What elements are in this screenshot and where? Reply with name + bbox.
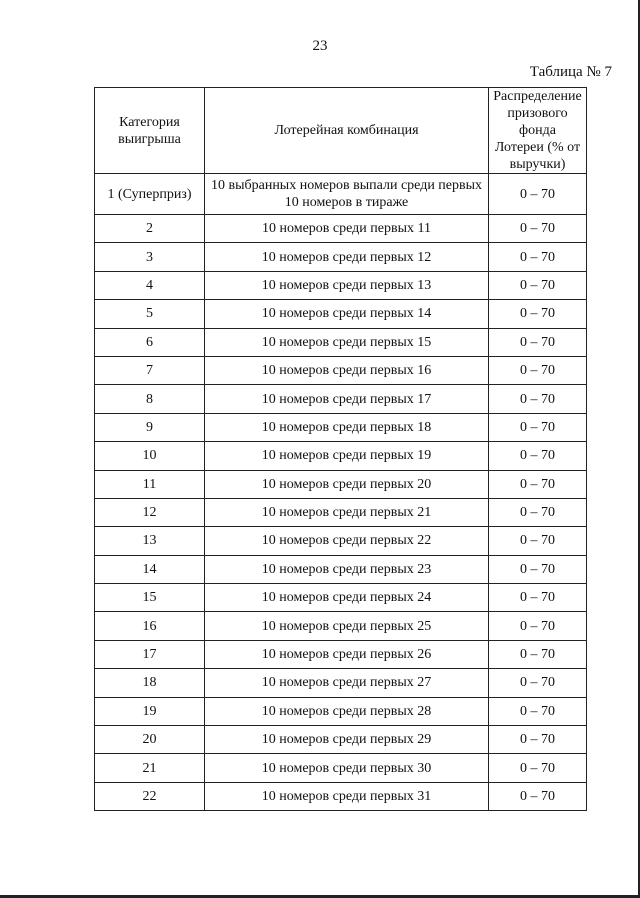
cell-category: 19 — [95, 697, 205, 725]
cell-combination: 10 номеров среди первых 23 — [205, 555, 489, 583]
cell-combination: 10 номеров среди первых 24 — [205, 584, 489, 612]
table-row — [95, 754, 587, 782]
table-row — [95, 215, 587, 243]
cell-prize-share: 0 – 70 — [489, 356, 587, 384]
cell-category: 10 — [95, 442, 205, 470]
table-row — [95, 243, 587, 271]
cell-combination: 10 номеров среди первых 31 — [205, 782, 489, 810]
cell-combination: 10 номеров среди первых 15 — [205, 328, 489, 356]
table-row — [95, 697, 587, 725]
cell-combination: 10 номеров среди первых 11 — [205, 215, 489, 243]
cell-prize-share: 0 – 70 — [489, 584, 587, 612]
cell-category: 8 — [95, 385, 205, 413]
cell-combination: 10 номеров среди первых 30 — [205, 754, 489, 782]
cell-combination: 10 номеров среди первых 14 — [205, 300, 489, 328]
cell-combination: 10 номеров среди первых 25 — [205, 612, 489, 640]
cell-combination: 10 номеров среди первых 19 — [205, 442, 489, 470]
header-category: Категория выигрыша — [95, 88, 205, 174]
cell-combination: 10 номеров среди первых 26 — [205, 640, 489, 668]
cell-combination: 10 выбранных номеров выпали среди первых 10 номеров в тираже — [205, 174, 489, 215]
cell-prize-share: 0 – 70 — [489, 215, 587, 243]
cell-category: 15 — [95, 584, 205, 612]
cell-prize-share: 0 – 70 — [489, 527, 587, 555]
cell-category: 13 — [95, 527, 205, 555]
table-body — [95, 174, 587, 811]
cell-combination: 10 номеров среди первых 17 — [205, 385, 489, 413]
cell-prize-share: 0 – 70 — [489, 612, 587, 640]
cell-prize-share: 0 – 70 — [489, 385, 587, 413]
cell-combination: 10 номеров среди первых 29 — [205, 726, 489, 754]
cell-category: 12 — [95, 498, 205, 526]
cell-category: 17 — [95, 640, 205, 668]
cell-category: 6 — [95, 328, 205, 356]
cell-prize-share: 0 – 70 — [489, 498, 587, 526]
table-row — [95, 584, 587, 612]
cell-category: 14 — [95, 555, 205, 583]
cell-category: 5 — [95, 300, 205, 328]
cell-prize-share: 0 – 70 — [489, 271, 587, 299]
table-header-row — [95, 88, 587, 174]
table-row — [95, 271, 587, 299]
table-row — [95, 442, 587, 470]
table-row — [95, 385, 587, 413]
cell-combination: 10 номеров среди первых 22 — [205, 527, 489, 555]
cell-prize-share: 0 – 70 — [489, 328, 587, 356]
cell-combination: 10 номеров среди первых 28 — [205, 697, 489, 725]
cell-prize-share: 0 – 70 — [489, 300, 587, 328]
cell-category: 2 — [95, 215, 205, 243]
table-row — [95, 174, 587, 215]
cell-prize-share: 0 – 70 — [489, 174, 587, 215]
cell-category: 7 — [95, 356, 205, 384]
table-row — [95, 782, 587, 810]
table-row — [95, 612, 587, 640]
header-prize-share: Распределение призового фонда Лотереи (% от выручки) — [489, 88, 587, 174]
cell-prize-share: 0 – 70 — [489, 243, 587, 271]
cell-combination: 10 номеров среди первых 18 — [205, 413, 489, 441]
cell-combination: 10 номеров среди первых 21 — [205, 498, 489, 526]
table-row — [95, 527, 587, 555]
cell-category: 9 — [95, 413, 205, 441]
cell-combination: 10 номеров среди первых 16 — [205, 356, 489, 384]
cell-prize-share: 0 – 70 — [489, 782, 587, 810]
cell-prize-share: 0 – 70 — [489, 697, 587, 725]
page-number: 23 — [312, 38, 328, 54]
table-caption: Таблица № 7 — [529, 64, 612, 80]
table-row — [95, 669, 587, 697]
cell-combination: 10 номеров среди первых 13 — [205, 271, 489, 299]
cell-prize-share: 0 – 70 — [489, 555, 587, 583]
cell-category: 21 — [95, 754, 205, 782]
table-row — [95, 300, 587, 328]
prize-distribution-table — [94, 87, 587, 811]
table-row — [95, 640, 587, 668]
cell-combination: 10 номеров среди первых 27 — [205, 669, 489, 697]
table-row — [95, 356, 587, 384]
cell-prize-share: 0 – 70 — [489, 754, 587, 782]
cell-category: 11 — [95, 470, 205, 498]
table-row — [95, 328, 587, 356]
cell-category: 3 — [95, 243, 205, 271]
cell-prize-share: 0 – 70 — [489, 470, 587, 498]
cell-category: 18 — [95, 669, 205, 697]
cell-prize-share: 0 – 70 — [489, 640, 587, 668]
cell-category: 1 (Суперприз) — [95, 174, 205, 215]
cell-prize-share: 0 – 70 — [489, 442, 587, 470]
cell-prize-share: 0 – 70 — [489, 726, 587, 754]
cell-combination: 10 номеров среди первых 20 — [205, 470, 489, 498]
cell-combination: 10 номеров среди первых 12 — [205, 243, 489, 271]
table-row — [95, 555, 587, 583]
header-combination: Лотерейная комбинация — [205, 88, 489, 174]
cell-category: 16 — [95, 612, 205, 640]
cell-category: 4 — [95, 271, 205, 299]
table-row — [95, 470, 587, 498]
table-row — [95, 498, 587, 526]
cell-prize-share: 0 – 70 — [489, 413, 587, 441]
cell-category: 20 — [95, 726, 205, 754]
table-row — [95, 726, 587, 754]
table-row — [95, 413, 587, 441]
cell-category: 22 — [95, 782, 205, 810]
cell-prize-share: 0 – 70 — [489, 669, 587, 697]
